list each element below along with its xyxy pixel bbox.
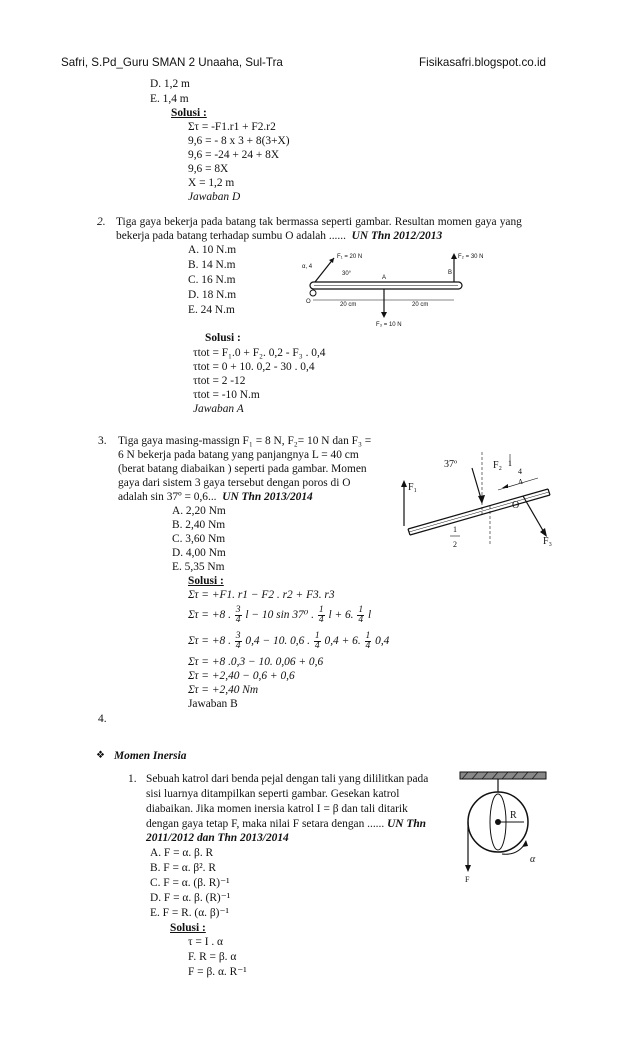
q3-option-d: D. 4,00 Nm — [172, 547, 226, 559]
q2-option-a: A. 10 N.m — [188, 244, 237, 256]
mi1-line: sisi luarnya ditampilkan seperti gambar. Gesekan katrol — [146, 788, 400, 800]
q2-source: UN Thn 2012/2013 — [351, 230, 443, 242]
q1-step: 9,6 = 8X — [188, 163, 229, 175]
q2-step: τtot = F₁.0 + F₂. 0,2 - F₃ . 0,4 — [193, 347, 326, 359]
section-bullet-icon: ❖ — [96, 750, 105, 761]
q2-number: 2. — [97, 216, 106, 228]
q3-line5 — [118, 490, 313, 504]
mi1-step: F. R = β. α — [188, 951, 237, 963]
q3-fig-quarter-num: 1 — [508, 459, 512, 468]
q3-eq2-e: l — [368, 609, 372, 621]
q3-fig-o: O — [512, 500, 520, 511]
frac-num: 1 — [318, 604, 324, 615]
frac-num: 1 — [365, 630, 371, 641]
frac-den: 4 — [365, 640, 371, 651]
q3-answer: Jawaban B — [188, 698, 238, 710]
q3-option-b: B. 2,40 Nm — [172, 519, 226, 531]
q3-eq3 — [188, 630, 389, 652]
mi1-step: τ = I . α — [188, 936, 224, 948]
header-left: Safri, S.Pd_Guru SMAN 2 Unaaha, Sul-Tra — [61, 56, 283, 69]
mi1-source-b: 2011/2012 dan Thn 2013/2014 — [146, 832, 289, 844]
q3-eq3-frac — [314, 632, 321, 651]
mi1-line4-prefix: dengan gaya tetap F, maka nilai F setara dengan ...... — [146, 818, 385, 830]
q3-line: 6 N bekerja pada batang yang panjangnya L = 40 cm — [118, 449, 359, 461]
q3-fig-a: A — [518, 478, 524, 486]
q3-eq3-b: 0,4 − 10. 0,6 . — [245, 635, 311, 647]
q2-fig-a: A — [382, 275, 387, 281]
q2-fig-angle: 30° — [342, 271, 352, 277]
q3-eq2-frac — [318, 606, 325, 625]
q2-fig-f3: F₃ = 10 N — [376, 322, 402, 328]
frac-num: 3 — [235, 630, 241, 641]
mi1-number: 1. — [128, 773, 137, 785]
q2-text-line2-prefix: bekerja pada batang terhadap sumbu O adalah ...... — [116, 230, 346, 242]
q3-solusi-label: Solusi : — [188, 575, 224, 587]
q1-step: Στ = -F1.r1 + F2.r2 — [188, 121, 276, 133]
q3-eq5: Στ = +2,40 − 0,6 + 0,6 — [188, 670, 295, 682]
q2-step: τtot = 2 -12 — [193, 375, 246, 387]
q3-option-e: E. 5,35 Nm — [172, 561, 225, 573]
q2-fig-d2: 20 cm — [412, 302, 429, 308]
q2-fig-f1: F₁ = 20 N — [337, 254, 363, 260]
frac-den: 4 — [358, 614, 364, 625]
mi1-option-c: C. F = α. (β. R)⁻¹ — [150, 877, 230, 889]
q3-eq2-c: l + 6. — [328, 609, 354, 621]
q3-eq6: Στ = +2,40 Nm — [188, 684, 259, 696]
q2-solusi-label: Solusi : — [205, 332, 241, 344]
q2-step: τtot = -10 N.m — [193, 389, 260, 401]
q1-step: 9,6 = -24 + 24 + 8X — [188, 149, 280, 161]
mi1-line: diabaikan. Jika momen inersia katrol I = β dan tali ditarik — [146, 803, 408, 815]
q3-eq2-frac — [235, 606, 242, 625]
q2-text-line1: Tiga gaya bekerja pada batang tak bermassa seperti gambar. Resultan momen gaya yang — [116, 216, 522, 228]
frac-num: 1 — [314, 630, 320, 641]
pulley-r: R — [510, 810, 517, 821]
header-right: Fisikasafri.blogspot.co.id — [419, 56, 546, 69]
q2-fig-d1: 20 cm — [340, 302, 357, 308]
q2-option-b: B. 14 N.m — [188, 259, 236, 271]
q3-eq2 — [188, 604, 371, 626]
q3-line5-prefix: adalah sin 37º = 0,6... — [118, 491, 217, 503]
mi1-source-a: UN Thn — [387, 818, 427, 830]
q4-number: 4. — [98, 713, 107, 725]
q1-option-e: E. 1,4 m — [150, 93, 189, 105]
q2-step: τtot = 0 + 10. 0,2 - 30 . 0,4 — [193, 361, 315, 373]
frac-den: 4 — [314, 640, 320, 651]
mi1-option-b: B. F = α. β². R — [150, 862, 216, 874]
frac-num: 1 — [358, 604, 364, 615]
q3-fig-half-num: 1 — [453, 525, 457, 534]
q2-option-c: C. 16 N.m — [188, 274, 236, 286]
q2-beam-figure — [300, 248, 484, 328]
pulley-f: F — [465, 875, 470, 884]
mi1-option-e: E. F = R. (α. β)⁻¹ — [150, 907, 229, 919]
mi1-step: F = β. α. R⁻¹ — [188, 966, 247, 978]
q3-fig-half-den: 2 — [453, 540, 457, 549]
q2-option-e: E. 24 N.m — [188, 304, 235, 316]
q1-answer: Jawaban D — [188, 191, 241, 203]
q2-option-d: D. 18 N.m — [188, 289, 237, 301]
mi1-line4 — [146, 817, 426, 831]
q3-eq2-frac — [357, 606, 364, 625]
pulley-alpha: α — [530, 854, 536, 865]
q3-fig-angle: 37º — [444, 459, 458, 470]
q3-line: gaya dari sistem 3 gaya tersebut dengan poros di O — [118, 477, 351, 489]
q3-eq3-a: Στ = +8 . — [188, 635, 231, 647]
pivot-o — [310, 290, 316, 296]
q3-line: (berat batang diabaikan ) seperti pada gambar. Momen — [118, 463, 367, 475]
mi1-line: Sebuah katrol dari benda pejal dengan tali yang dililitkan pada — [146, 773, 429, 785]
q2-fig-o: O — [306, 299, 311, 305]
q2-fig-f2: F₂ = 30 N — [458, 254, 484, 260]
q3-fig-f1: F₁ — [408, 482, 418, 493]
q2-fig-b: B — [448, 270, 453, 276]
q3-fig-f3: F₃ — [543, 536, 553, 547]
q1-solusi-label: Solusi : — [171, 107, 207, 119]
q3-eq2-b: l − 10 sin 37⁰ . — [245, 609, 314, 621]
frac-num: 3 — [235, 604, 241, 615]
pulley-figure — [458, 770, 548, 882]
q3-line: Tiga gaya masing-massign F₁ = 8 N, F₂= 10 N dan F₃ = — [118, 435, 372, 447]
q3-eq2-a: Στ = +8 . — [188, 609, 231, 621]
mi1-solusi-label: Solusi : — [170, 922, 206, 934]
q1-step: X = 1,2 m — [188, 177, 235, 189]
mi1-option-d: D. F = α. β. (R)⁻¹ — [150, 892, 231, 904]
q1-option-d: D. 1,2 m — [150, 78, 190, 90]
q1-step: 9,6 = - 8 x 3 + 8(3+X) — [188, 135, 290, 147]
q3-eq3-e: 0,4 — [375, 635, 390, 647]
q3-fig-quarter-den: 4 — [518, 467, 522, 476]
q3-option-c: C. 3,60 Nm — [172, 533, 226, 545]
q3-number: 3. — [98, 435, 107, 447]
q3-eq1: Στ = +F1. r1 − F2 . r2 + F3. r3 — [188, 589, 335, 601]
section-title: Momen Inersia — [114, 750, 187, 762]
frac-den: 4 — [318, 614, 324, 625]
frac-den: 4 — [235, 614, 241, 625]
q3-eq3-frac — [235, 632, 242, 651]
frac-den: 4 — [235, 640, 241, 651]
q3-source: UN Thn 2013/2014 — [222, 491, 313, 503]
q3-eq3-c: 0,4 + 6. — [324, 635, 361, 647]
q3-option-a: A. 2,20 Nm — [172, 505, 226, 517]
q3-fig-f2: F₂ — [493, 460, 503, 471]
q2-text-line2 — [116, 229, 442, 243]
q3-eq3-frac — [365, 632, 372, 651]
q3-eq4: Στ = +8 .0,3 − 10. 0,06 + 0,6 — [188, 656, 324, 668]
mi1-option-a: A. F = α. β. R — [150, 847, 214, 859]
q2-answer: Jawaban A — [193, 403, 244, 415]
q2-fig-alpha: α, 4 — [302, 264, 313, 270]
q3-beam-figure — [398, 444, 558, 554]
